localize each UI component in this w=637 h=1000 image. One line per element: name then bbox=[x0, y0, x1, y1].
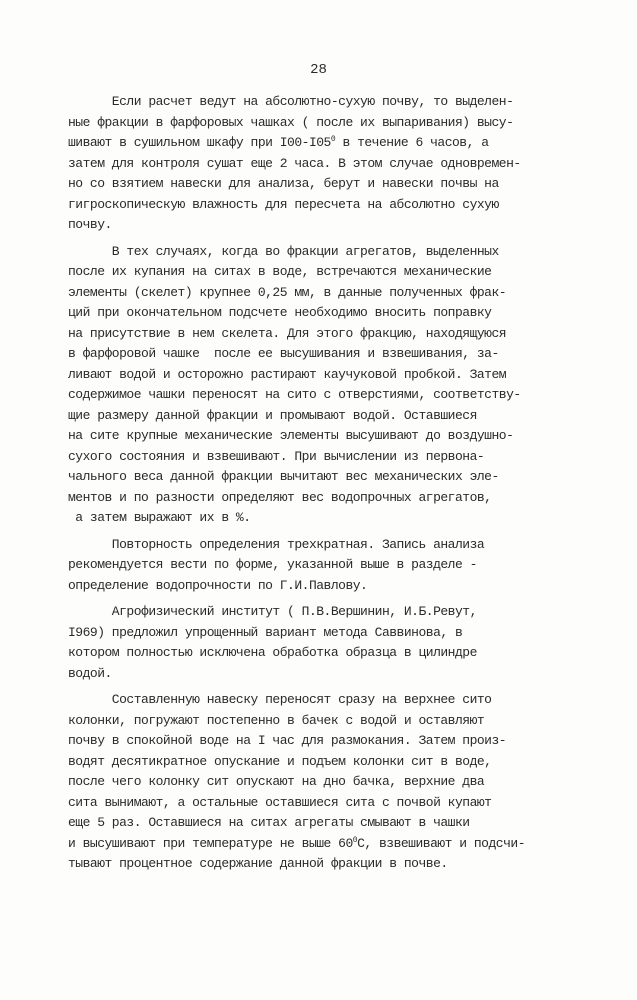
text-line: рекомендуется вести по форме, указанной выше в разделе - bbox=[68, 557, 477, 572]
text-segment: шивают в сушильном шкафу при I00-I05 bbox=[68, 135, 331, 150]
text-line: затем для контроля сушат еще 2 часа. В этом случае одновремен- bbox=[68, 155, 521, 171]
text-line: определение водопрочности по Г.И.Павлову. bbox=[68, 577, 368, 593]
text-line: сита вынимают, а остальные оставшиеся сита с почвой купают bbox=[68, 794, 492, 810]
text-line: гигроскопическую влажность для пересчета на абсолютно сухую bbox=[68, 196, 499, 212]
text-line: почву. bbox=[68, 217, 112, 232]
text-line: чального веса данной фракции вычитают вес механических эле- bbox=[68, 469, 499, 484]
superscript-degree: 0 bbox=[330, 135, 336, 144]
superscript-degree: 0 bbox=[352, 835, 358, 845]
text-line: Если расчет ведут на абсолютно-сухую почву, то выделен- bbox=[68, 94, 514, 109]
paragraph bbox=[68, 602, 588, 684]
text-line bbox=[68, 133, 588, 154]
text-line bbox=[68, 834, 588, 855]
text-line: содержимое чашки переносят на сито с отверстиями, соответству- bbox=[68, 387, 521, 402]
text-line: на присутствие в нем скелета. Для этого фракцию, находящуюся bbox=[68, 325, 507, 341]
text-line: I969) предложил упрощенный вариант метода Саввинова, в bbox=[68, 624, 463, 640]
paragraph bbox=[68, 242, 588, 529]
text-line: котором полностью исключена обработка образца в цилиндре bbox=[68, 645, 477, 660]
text-line: Агрофизический институт ( П.В.Вершинин, И.Б.Ревут, bbox=[68, 604, 477, 619]
text-line: водой. bbox=[68, 665, 112, 681]
text-line: ные фракции в фарфоровых чашках ( после их выпаривания) высу- bbox=[68, 114, 514, 130]
text-line: щие размеру данной фракции и промывают водой. Оставшиеся bbox=[68, 407, 477, 423]
text-line: а затем выражают их в %. bbox=[68, 510, 251, 525]
text-segment: С, взвешивают и подсчи- bbox=[357, 835, 525, 851]
text-line: после их купания на ситах в воде, встречаются механические bbox=[68, 264, 492, 279]
text-line: почву в спокойной воде на I час для размокания. Затем произ- bbox=[68, 733, 507, 748]
document-body bbox=[68, 92, 588, 875]
text-segment: в течение 6 часов, а bbox=[335, 135, 489, 150]
text-segment: и высушивают при температуре не выше 60 bbox=[68, 835, 353, 851]
text-line: элементы (скелет) крупнее 0,25 мм, в данные полученных фрак- bbox=[68, 284, 507, 300]
paragraph bbox=[68, 690, 588, 875]
page-number: 28 bbox=[310, 62, 327, 78]
text-line: Повторность определения трехкратная. Запись анализа bbox=[68, 536, 485, 552]
text-line: ций при окончательном подсчете необходимо вносить поправку bbox=[68, 305, 492, 320]
paragraph bbox=[68, 535, 588, 597]
text-line: в фарфоровой чашке после ее высушивания и взвешивания, за- bbox=[68, 346, 499, 361]
text-line: водят десятикратное опускание и подъем колонки сит в воде, bbox=[68, 753, 492, 769]
text-line: В тех случаях, когда во фракции агрегатов, выделенных bbox=[68, 243, 499, 259]
text-line: тывают процентное содержание данной фракции в почве. bbox=[68, 856, 448, 871]
text-line: после чего колонку сит опускают на дно бачка, верхние два bbox=[68, 774, 485, 789]
text-line: на сите крупные механические элементы высушивают до воздушно- bbox=[68, 428, 514, 443]
text-line: еще 5 раз. Оставшиеся на ситах агрегаты смывают в чашки bbox=[68, 815, 470, 830]
text-line: ливают водой и осторожно растирают каучуковой пробкой. Затем bbox=[68, 366, 507, 382]
text-line: ментов и по разности определяют вес водопрочных агрегатов, bbox=[68, 489, 492, 505]
text-line: Составленную навеску переносят сразу на верхнее сито bbox=[68, 692, 492, 707]
text-line: колонки, погружают постепенно в бачек с водой и оставляют bbox=[68, 712, 485, 728]
text-line: сухого состояния и взвешивают. При вычислении из первона- bbox=[68, 448, 485, 464]
text-line: но со взятием навески для анализа, берут и навески почвы на bbox=[68, 176, 499, 191]
paragraph bbox=[68, 92, 588, 236]
